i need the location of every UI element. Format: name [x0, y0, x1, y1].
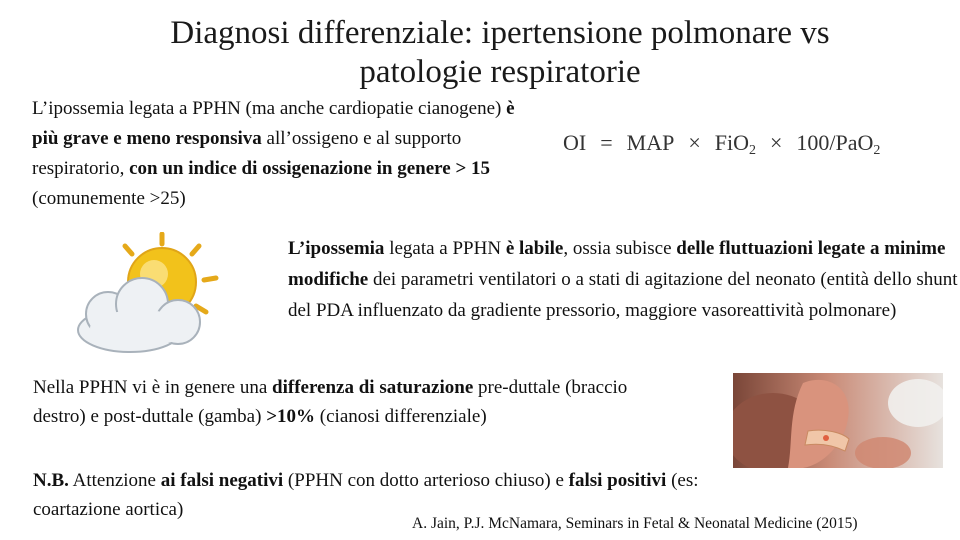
formula-map: MAP: [626, 130, 675, 155]
formula-oi: OI: [563, 130, 587, 155]
bold-span: L’ipossemia: [288, 238, 385, 259]
citation: A. Jain, P.J. McNamara, Seminars in Fetal & Neonatal Medicine (2015): [412, 515, 858, 532]
bold-span: delle fluttuazioni legate a minime modifiche: [288, 238, 946, 290]
formula-subscript: 2: [873, 143, 881, 158]
paragraph-hypoxemia-severity: [32, 94, 532, 214]
title-line-1: Diagnosi differenziale: ipertensione polmonare vs: [170, 15, 830, 51]
text-span: Nella PPHN vi è in genere una: [33, 377, 273, 398]
text-span: L’ipossemia legata a PPHN (ma anche cardiopatie cianogene): [32, 98, 507, 119]
formula-times: ×: [770, 130, 783, 155]
text-span: pre-duttale (braccio destro) e post-duttale (gamba): [33, 377, 628, 427]
bold-span: differenza di saturazione: [272, 377, 474, 398]
text-span: (PPHN con dotto arterioso chiuso) e: [283, 470, 569, 491]
text-span: all’ossigeno e al supporto respiratorio,: [32, 128, 462, 179]
bold-span: con un indice di ossigenazione in genere > 15: [129, 158, 491, 179]
paragraph-labile-hypoxemia: [288, 233, 960, 326]
slide-title: [100, 14, 900, 92]
bold-span: N.B.: [33, 470, 69, 491]
infant-foot-pulse-oximeter-photo: [733, 373, 943, 468]
bold-span: è più grave e meno responsiva: [32, 98, 515, 149]
text-span: (es: coartazione aortica): [33, 470, 699, 520]
text-span: , ossia subisce: [563, 238, 677, 259]
text-span: (cianosi differenziale): [315, 406, 487, 427]
text-span: (comunemente >25): [32, 188, 186, 209]
formula-subscript: 2: [749, 143, 756, 158]
text-span: dei parametri ventilatori o a stati di agitazione del neonato (entità dello shunt del PDA influenzato da gradiente pressorio, maggiore vasoreattività polmonare): [288, 269, 958, 321]
formula-pao2: 100/PaO: [796, 130, 874, 155]
text-span: Attenzione: [68, 470, 161, 491]
formula-fio2: FiO: [714, 130, 749, 155]
formula-equals: =: [600, 130, 613, 155]
paragraph-saturation-difference: [33, 373, 653, 431]
formula-times: ×: [688, 130, 701, 155]
title-line-2: patologie respiratorie: [359, 54, 641, 90]
bold-span: >10%: [266, 406, 316, 427]
bold-span: è labile: [505, 238, 564, 259]
text-span: legata a PPHN: [384, 238, 506, 259]
sun-behind-cloud-icon: [70, 232, 240, 357]
oxygenation-index-formula: [563, 130, 880, 159]
bold-span: ai falsi negativi: [160, 470, 284, 491]
bold-span: falsi positivi: [568, 470, 667, 491]
